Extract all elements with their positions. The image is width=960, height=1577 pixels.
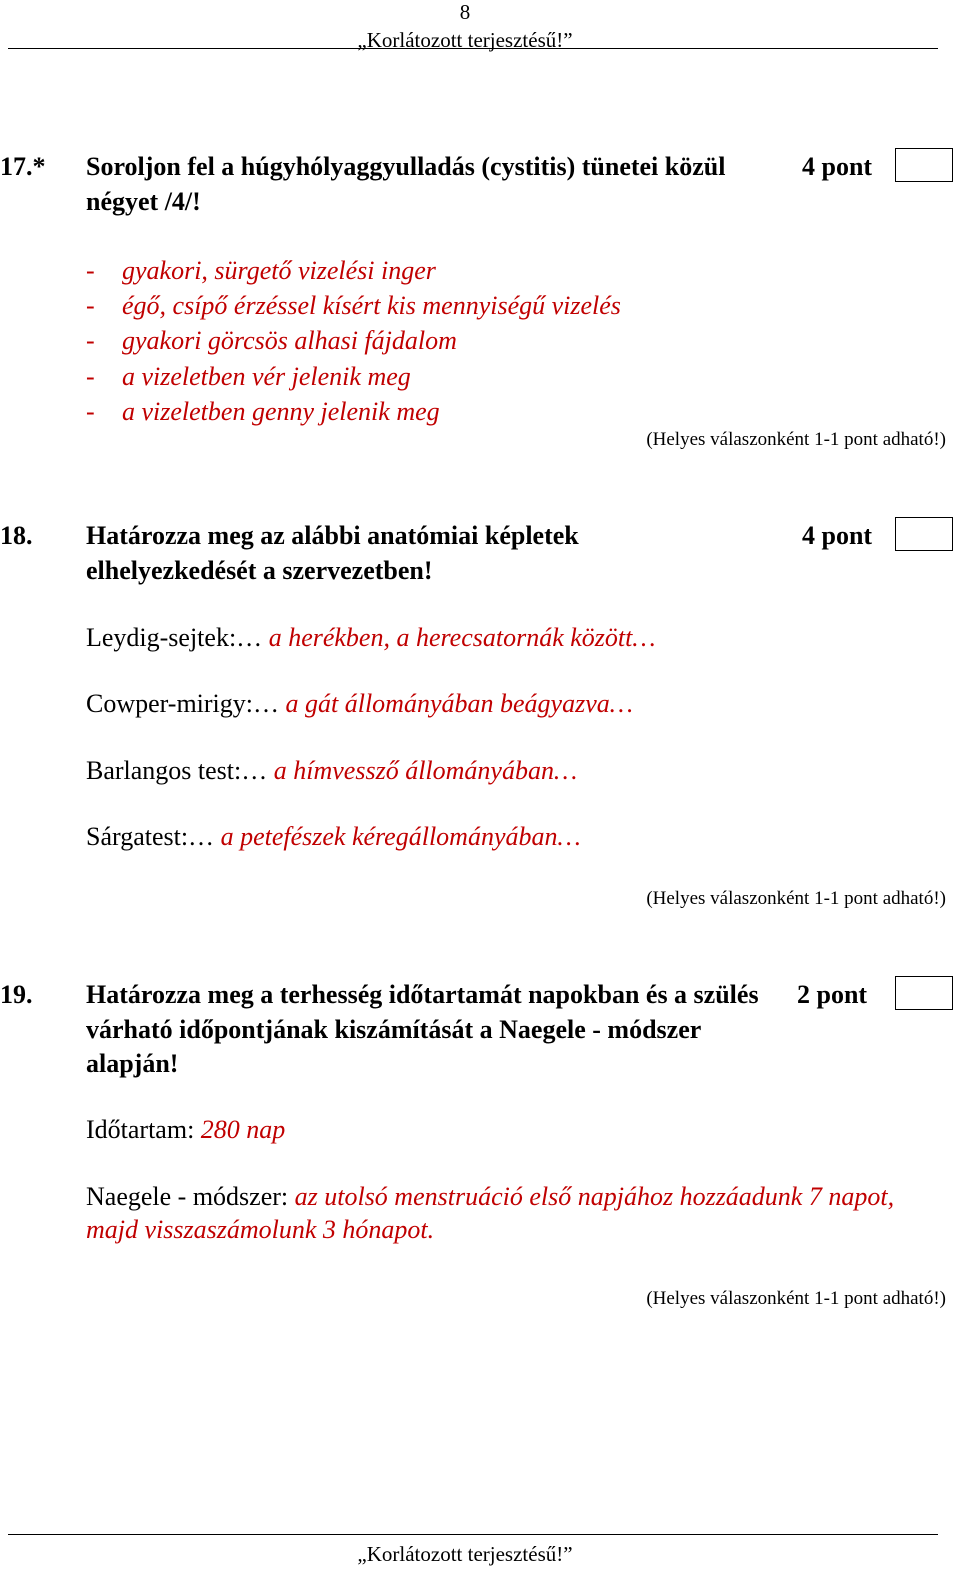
question-19-points: 2 pont	[797, 980, 868, 1009]
question-19-score-box[interactable]	[895, 976, 953, 1010]
question-18-text: Határozza meg az alábbi anatómiai képletek elhelyezkedését a szervezetben!	[86, 521, 579, 585]
question-17-points: 4 pont	[802, 152, 873, 181]
item-label: Leydig-sejtek:…	[86, 623, 263, 652]
item-label: Barlangos test:…	[86, 756, 268, 785]
question-18-score-box[interactable]	[895, 517, 953, 551]
item-answer: a gát állományában beágyazva…	[285, 689, 633, 718]
question-18-item-cowper	[86, 687, 936, 720]
list-item: - gyakori görcsös alhasi fájdalom	[86, 323, 621, 358]
question-17-text: Soroljon fel a húgyhólyaggyulladás (cystitis) tünetei közül négyet /4/!	[86, 152, 726, 216]
question-18-number: 18.	[0, 521, 33, 550]
duration-label: Időtartam:	[86, 1115, 195, 1144]
item-answer: a petefészek kéregállományában…	[220, 822, 581, 851]
list-item: - gyakori, sürgető vizelési inger	[86, 253, 621, 288]
duration-answer: 280 nap	[200, 1115, 286, 1144]
question-17-score-box[interactable]	[895, 148, 953, 182]
question-19-method	[86, 1180, 906, 1246]
item-answer: a hímvessző állományában…	[273, 756, 578, 785]
question-18-item-sargatest	[86, 820, 936, 853]
question-18-item-barlangos	[86, 754, 936, 787]
method-answer: az utolsó menstruáció első napjához hozzáadunk 7 napot, majd visszaszámolunk 3 hónapot.	[86, 1182, 895, 1244]
question-19-text: Határozza meg a terhesség időtartamát napokban és a szülés várható időpontjának kiszámítását a Naegele - módszer alapján!	[86, 980, 759, 1078]
question-18-points: 4 pont	[802, 521, 873, 550]
list-item: - a vizeletben vér jelenik meg	[86, 359, 621, 394]
item-label: Sárgatest:…	[86, 822, 215, 851]
question-17-answer-list	[86, 253, 621, 429]
list-item: - a vizeletben genny jelenik meg	[86, 394, 621, 429]
question-18-scoring-note: (Helyes válaszonként 1-1 pont adható!)	[646, 888, 946, 909]
method-label: Naegele - módszer:	[86, 1182, 289, 1211]
header-distribution-notice: „Korlátozott terjesztésű!”	[357, 28, 573, 52]
header-rule	[8, 48, 938, 49]
footer-distribution-notice: „Korlátozott terjesztésű!”	[357, 1542, 573, 1566]
list-item: - égő, csípő érzéssel kísért kis mennyiségű vizelés	[86, 288, 621, 323]
item-label: Cowper-mirigy:…	[86, 689, 280, 718]
item-answer: a herékben, a herecsatornák között…	[268, 623, 656, 652]
question-19-scoring-note: (Helyes válaszonként 1-1 pont adható!)	[646, 1288, 946, 1309]
page-number: 8	[459, 0, 471, 24]
question-19-number: 19.	[0, 980, 33, 1009]
footer-rule	[8, 1534, 938, 1535]
question-17-number: 17.*	[0, 152, 46, 181]
question-19-duration	[86, 1113, 936, 1146]
question-18-item-leydig	[86, 621, 936, 654]
question-17-scoring-note: (Helyes válaszonként 1-1 pont adható!)	[646, 429, 946, 450]
